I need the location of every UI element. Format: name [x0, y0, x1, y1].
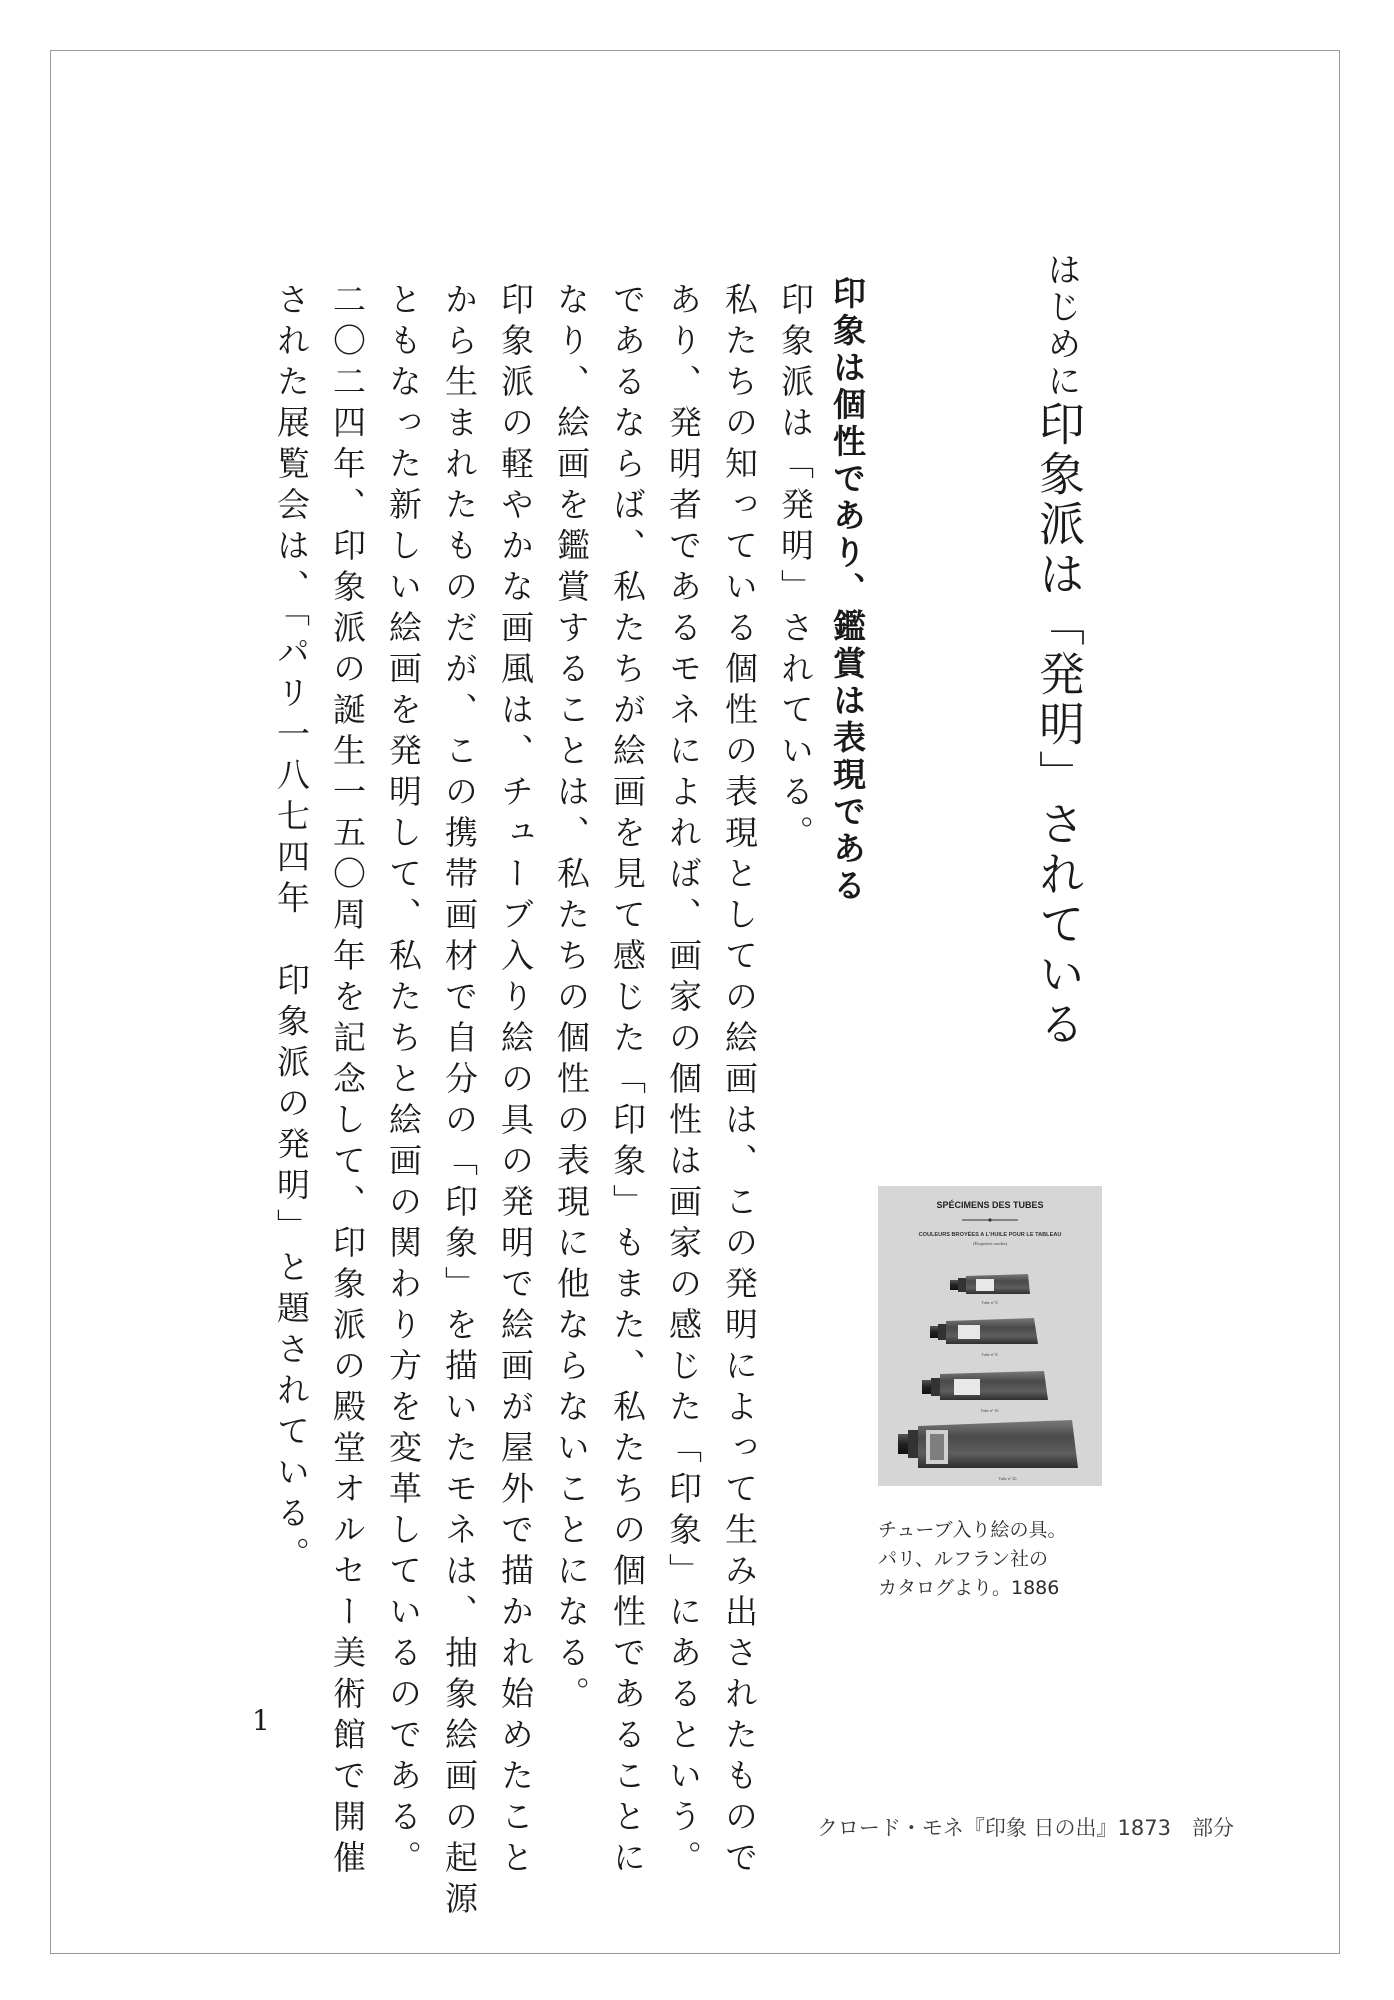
tube-label-1: Tube n° 8.: [981, 1300, 999, 1305]
photo-credit: クロード・モネ『印象 日の出』1873 部分: [816, 1816, 1234, 1840]
catalog-subheading: COULEURS BROYÉES A L'HUILE POUR LE TABLEAU: [918, 1232, 1062, 1238]
catalog-heading: SPÉCIMENS DES TUBES: [936, 1200, 1044, 1210]
body-line-1: 印象派は「発明」されている。: [776, 282, 815, 856]
paint-tube-catalog-image: [878, 1186, 1102, 1486]
figure-caption-line-1: チューブ入り絵の具。: [878, 1519, 1067, 1541]
paint-tube-large: [922, 1371, 1048, 1400]
tube-label-4: Tube n° 20.: [998, 1476, 1018, 1481]
tube-label-2: Tube n° 8.: [981, 1352, 999, 1357]
tube-label-3: Tube n° 10.: [980, 1408, 1000, 1413]
paint-tube-medium: [930, 1318, 1038, 1344]
chapter-label: はじめに: [1041, 252, 1081, 400]
chapter-title: 印象派は「発明」されている: [1032, 400, 1086, 1050]
body-line-4: であるならば、私たちが絵画を見て感じた「印象」もまた、私たちの個性であることに: [608, 282, 647, 1881]
body-line-3: あり、発明者であるモネによれば、画家の個性は画家の感じた「印象」にあるという。: [664, 282, 703, 1881]
page-number: 1: [252, 1704, 270, 1737]
figure-caption: [878, 1516, 1118, 1603]
catalog-note: (Étiquettes rondes): [972, 1241, 1008, 1246]
figure-caption-line-3: カタログより。1886: [878, 1577, 1060, 1599]
body-line-9: 二〇二四年、印象派の誕生一五〇周年を記念して、印象派の殿堂オルセー美術館で開催: [328, 282, 367, 1881]
body-line-2: 私たちの知っている個性の表現としての絵画は、この発明によって生み出されたもので: [720, 282, 759, 1881]
body-line-7: から生まれたものだが、この携帯画材で自分の「印象」を描いたモネは、抽象絵画の起源: [440, 282, 479, 1922]
body-line-10: された展覧会は、「パリ一八七四年 印象派の発明」と題されている。: [272, 282, 311, 1578]
body-line-6: 印象派の軽やかな画風は、チューブ入り絵の具の発明で絵画が屋外で描かれ始めたこと: [496, 282, 535, 1881]
body-line-8: ともなった新しい絵画を発明して、私たちと絵画の関わり方を変革しているのである。: [384, 282, 423, 1881]
paint-tube-xlarge: [898, 1420, 1078, 1468]
figure-caption-line-2: パリ、ルフラン社の: [878, 1548, 1049, 1570]
body-line-5: なり、絵画を鑑賞することは、私たちの個性の表現に他ならないことになる。: [552, 282, 591, 1717]
section-heading: 印象は個性であり、鑑賞は表現である: [828, 276, 867, 905]
